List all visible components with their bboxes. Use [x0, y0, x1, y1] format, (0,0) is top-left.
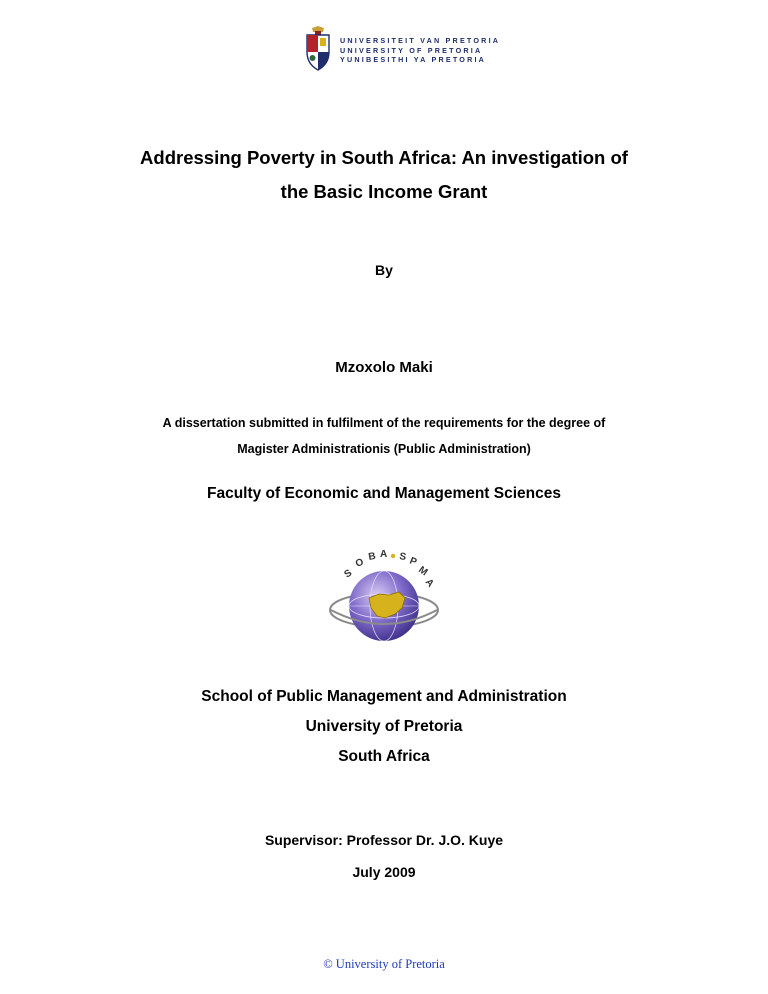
university-crest-icon [304, 26, 332, 72]
svg-text:S: S [398, 551, 407, 564]
author-name: Mzoxolo Maki [335, 359, 433, 376]
submission-line-2: Magister Administrationis (Public Administration) [237, 442, 531, 456]
university-name-sepedi: YUNIBESITHI YA PRETORIA [340, 55, 487, 64]
university-name: University of Pretoria [305, 718, 463, 735]
by-label: By [375, 262, 393, 278]
submission-line-1: A dissertation submitted in fulfilment of the requirements for the degree of [162, 416, 606, 430]
dissertation-title [0, 141, 768, 209]
svg-text:A: A [380, 549, 388, 560]
svg-text:S: S [342, 567, 355, 581]
title-line-2: the Basic Income Grant [280, 181, 488, 202]
title-line-1: Addressing Poverty in South Africa: An investigation of [140, 147, 628, 168]
country-name: South Africa [338, 748, 430, 765]
submission-statement [0, 410, 768, 462]
university-names [340, 36, 500, 65]
svg-text:O: O [354, 556, 366, 570]
submission-date: July 2009 [352, 864, 416, 880]
school-name: School of Public Management and Administration [201, 688, 567, 705]
university-logo [304, 26, 501, 76]
copyright-notice: © University of Pretoria [323, 957, 445, 971]
svg-text:B: B [367, 550, 377, 563]
faculty-name: Faculty of Economic and Management Sciences [206, 485, 561, 502]
svg-text:A: A [422, 576, 436, 590]
university-name-english: UNIVERSITY OF PRETORIA [340, 45, 483, 55]
institution-block [0, 682, 768, 772]
svg-text:M: M [416, 564, 430, 579]
supervisor-line: Supervisor: Professor Dr. J.O. Kuye [264, 832, 504, 848]
globe-africa-emblem-icon [327, 548, 441, 648]
university-name-afrikaans: UNIVERSITEIT VAN PRETORIA [340, 36, 501, 45]
svg-text:P: P [407, 555, 419, 569]
